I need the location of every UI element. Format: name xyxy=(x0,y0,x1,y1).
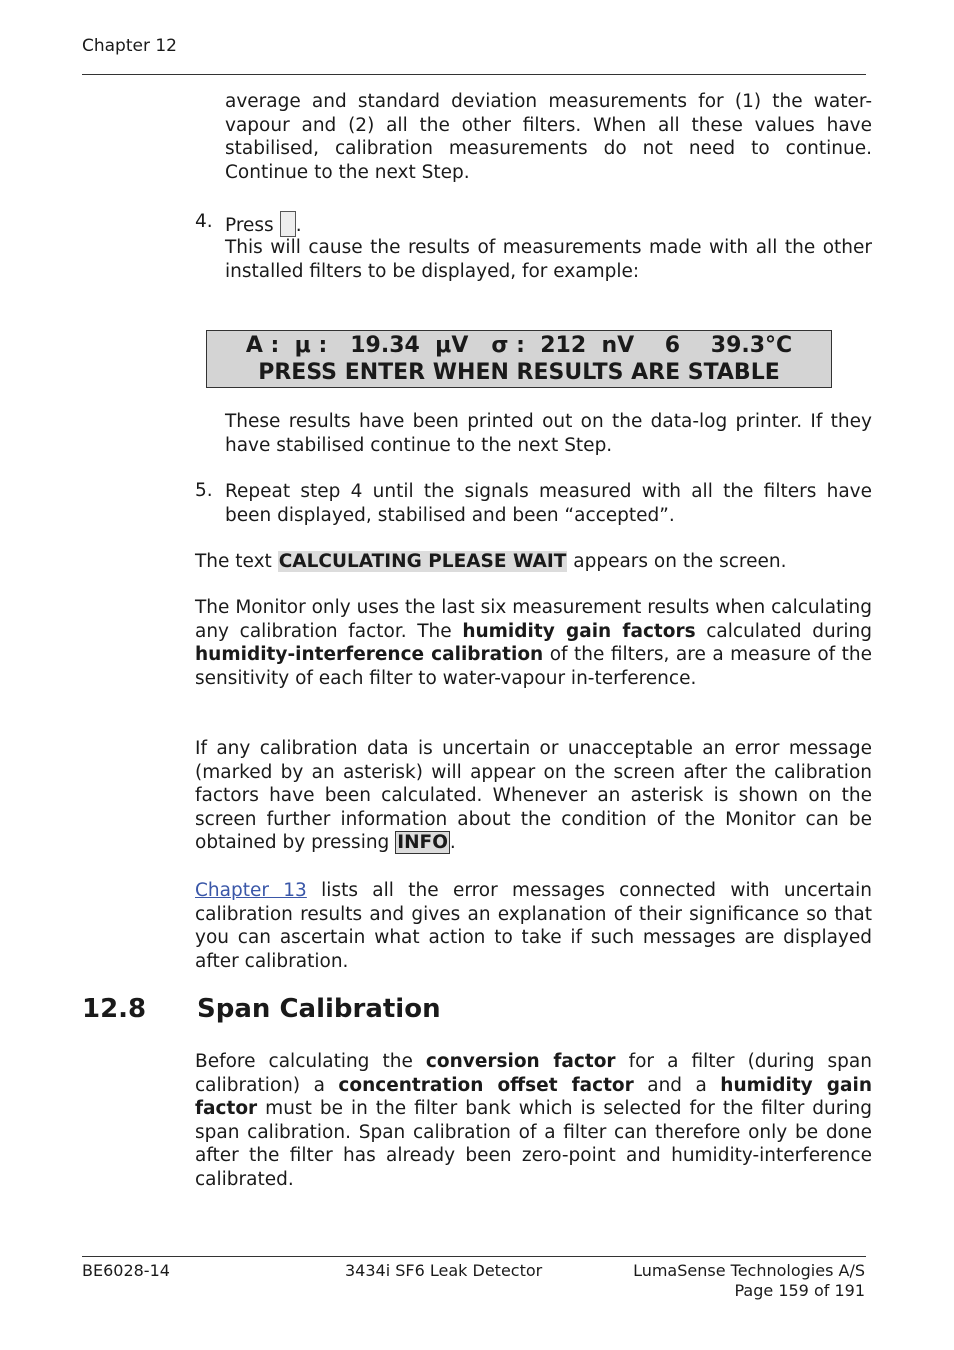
step-4-number: 4. xyxy=(195,211,213,232)
section-heading xyxy=(82,994,441,1024)
error-paragraph xyxy=(195,737,872,855)
footer-page-number: Page 159 of 191 xyxy=(734,1281,865,1300)
step-4-press: Press xyxy=(225,215,274,236)
step-5-number: 5. xyxy=(195,480,213,501)
step-4-press-line xyxy=(225,211,302,238)
error-text-end: . xyxy=(449,832,456,853)
calculating-paragraph xyxy=(195,550,872,574)
display-readout xyxy=(206,330,832,388)
section-number: 12.8 xyxy=(82,994,147,1024)
span-text-3: and a xyxy=(633,1074,721,1096)
section-title: Span Calibration xyxy=(197,994,441,1024)
header-rule xyxy=(82,74,866,75)
calculating-message: CALCULATING PLEASE WAIT xyxy=(278,551,567,572)
span-text-2: for a filter (during span calibration) a xyxy=(195,1051,872,1096)
footer-doc-id: BE6028-14 xyxy=(82,1261,170,1280)
chapter-13-link[interactable]: Chapter 13 xyxy=(195,880,307,901)
monitor-text-3: of the filters, are a measure of the sensitivity of each filter to water-vapour in-terference. xyxy=(195,644,872,689)
calc-text-before: The text xyxy=(195,551,278,572)
concentration-offset-term: concentration offset factor xyxy=(338,1074,634,1096)
humidity-gain-factor-term: humidity gain factor xyxy=(195,1074,873,1119)
calc-text-after: appears on the screen. xyxy=(567,551,787,572)
humidity-interference-term: humidity-interference calibration xyxy=(195,644,544,665)
span-paragraph xyxy=(195,1050,872,1191)
chapter13-text: lists all the error messages connected with uncertain calibration results and gives an explanation of their significance so that you can ascertain what action to take if such messages are displayed after calibration. xyxy=(195,880,872,972)
footer-company: LumaSense Technologies A/S xyxy=(633,1261,865,1280)
key-icon xyxy=(280,211,296,237)
footer-product: 3434i SF6 Leak Detector xyxy=(345,1261,543,1280)
span-text-4: must be in the filter bank which is selected for the filter during span calibration. Span calibration of a filter can therefore only be done after the filter has already been zero-point and humidity-interference calibrated. xyxy=(195,1098,872,1190)
step-4-text: This will cause the results of measurements made with all the other installed filters to be displayed, for example: xyxy=(225,237,872,282)
display-line-1: A : μ : 19.34 μV σ : 212 nV 6 39.3°C xyxy=(245,333,793,358)
monitor-text-1: The Monitor only uses the last six measurement results when calculating any calibration factor. The xyxy=(195,597,872,642)
error-text: If any calibration data is uncertain or unacceptable an error message (marked by an asterisk) will appear on the screen after the calibration factors have been calculated. Whenever an asterisk is shown on the screen further information about the condition of the Monitor can be obtained by pressing xyxy=(195,738,872,853)
humidity-gain-factors-term: humidity gain factors xyxy=(462,620,696,642)
step-5-text: Repeat step 4 until the signals measured with all the filters have been displayed, stabilised and been “accepted”. xyxy=(225,481,872,526)
monitor-paragraph xyxy=(195,596,872,690)
span-text-1: Before calculating the xyxy=(195,1051,426,1072)
continued-paragraph: average and standard deviation measurements for (1) the water-vapour and (2) all the other filters. When all these values have stabilised, calibration measurements do not need to continue. Continue to the next Step. xyxy=(225,91,872,183)
step-4-period: . xyxy=(295,215,302,236)
chapter13-paragraph xyxy=(195,879,872,973)
display-line-2: PRESS ENTER WHEN RESULTS ARE STABLE xyxy=(258,360,780,385)
footer-rule xyxy=(82,1256,866,1257)
after-display-paragraph: These results have been printed out on the data-log printer. If they have stabilised continue to the next Step. xyxy=(225,411,872,456)
chapter-header: Chapter 12 xyxy=(82,36,178,56)
info-key: INFO xyxy=(397,832,448,853)
monitor-text-2: calculated during xyxy=(695,620,872,642)
conversion-factor-term: conversion factor xyxy=(425,1051,616,1072)
